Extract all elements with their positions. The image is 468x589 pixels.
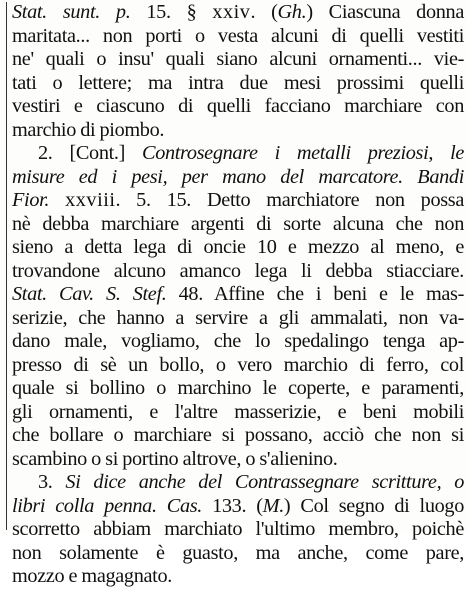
text-segment: trovandone alcuno amanco lega li debba stiacciare. bbox=[12, 259, 464, 282]
italic-text-segment: M. bbox=[262, 494, 284, 517]
text-segment: tati o lettere; ma intra due mesi prossimi quelli bbox=[12, 71, 464, 94]
text-line bbox=[12, 471, 464, 495]
text-segment: quale si bollino o marchino le coperte, e paramenti, bbox=[12, 377, 464, 399]
text-line bbox=[12, 401, 464, 425]
text-line bbox=[12, 283, 464, 307]
text-line bbox=[12, 307, 464, 331]
text-line bbox=[12, 48, 464, 72]
text-segment: ) Ciascuna donna bbox=[306, 1, 464, 23]
text-segment: vestiri e ciascuno di quelli facciano marchiare con bbox=[12, 95, 464, 117]
italic-text-segment: Stat. sunt. p. bbox=[12, 1, 131, 23]
text-line bbox=[12, 565, 464, 589]
text-segment: maritata... non porti o vesta alcuni di quelli vestiti bbox=[12, 24, 464, 47]
italic-text-segment: Fior. bbox=[12, 189, 50, 211]
text-line bbox=[12, 495, 464, 519]
text-segment: sieno a detta lega di oncie 10 e mezzo al meno, e bbox=[12, 236, 464, 258]
italic-text-segment: Si dice anche del Contrassegnare scritture, o bbox=[65, 471, 464, 493]
text-line bbox=[12, 330, 464, 354]
text-segment: 133. ( bbox=[202, 494, 263, 517]
text-segment: . ( bbox=[250, 1, 278, 23]
text-segment: , bbox=[428, 142, 451, 164]
text-segment: mozzo e magagnato. bbox=[12, 565, 172, 587]
text-segment: dano male, vogliamo, che lo spedalingo tenga ap- bbox=[12, 330, 464, 352]
text-segment: ne' quali o insu' quali siano alcuni ornamenti... vie- bbox=[12, 48, 464, 70]
text-segment: scambino o si portino altrove, o s'alienino. bbox=[12, 447, 338, 470]
text-segment: 15. § bbox=[130, 1, 213, 23]
text-segment: 3. bbox=[38, 471, 66, 493]
text-segment: 2. [Cont.] bbox=[38, 142, 143, 164]
text-segment: . 5. 15. Detto marchiatore non possa bbox=[115, 189, 464, 211]
text-segment: che bollare o marchiare si possano, acciò che non si bbox=[12, 424, 464, 446]
text-line bbox=[12, 142, 464, 166]
text-line bbox=[12, 213, 464, 237]
text-segment: scorretto abbiam marchiato l'ultimo membro, poichè bbox=[12, 518, 464, 540]
text-line bbox=[12, 448, 464, 472]
italic-text-segment: Gh. bbox=[277, 1, 307, 23]
dictionary-entry-text bbox=[12, 1, 464, 589]
text-line bbox=[12, 166, 464, 190]
text-segment: presso di sè un bollo, o vero marchio di ferro, col bbox=[12, 353, 464, 376]
italic-text-segment: Controsegnare i metalli preziosi bbox=[142, 142, 429, 164]
text-segment: xxviii bbox=[65, 189, 116, 211]
italic-text-segment: le bbox=[450, 142, 464, 164]
text-line bbox=[12, 1, 464, 25]
italic-text-segment: Stat. Cav. S. Stef. bbox=[12, 283, 167, 305]
text-line bbox=[12, 25, 464, 49]
italic-text-segment: misure ed i pesi, per mano del marcatore. Bandi bbox=[12, 165, 464, 188]
text-segment: serizie, che hanno a servire a gli ammalati, non va- bbox=[12, 306, 464, 329]
text-segment: non solamente è guasto, ma anche, come pare, bbox=[12, 541, 464, 564]
italic-text-segment: libri colla penna. Cas. bbox=[12, 494, 202, 517]
text-segment: nè debba marchiare argenti di sorte alcuna che non bbox=[12, 212, 464, 235]
text-segment: ) Col segno di luogo bbox=[283, 494, 464, 517]
text-line bbox=[12, 95, 464, 119]
text-line bbox=[12, 377, 464, 401]
text-line bbox=[12, 260, 464, 284]
text-line bbox=[12, 542, 464, 566]
text-segment: xxiv bbox=[212, 1, 251, 23]
text-segment: gli ornamenti, e l'altre masserizie, e beni mobili bbox=[12, 400, 464, 423]
text-line bbox=[12, 236, 464, 260]
text-line bbox=[12, 354, 464, 378]
margin-rule bbox=[6, 2, 7, 530]
text-segment bbox=[49, 189, 65, 211]
text-line bbox=[12, 72, 464, 96]
text-line bbox=[12, 119, 464, 143]
text-line bbox=[12, 518, 464, 542]
text-segment: 48. Affine che i beni e le mas- bbox=[166, 283, 464, 305]
text-line bbox=[12, 189, 464, 213]
text-segment: marchio di piombo. bbox=[12, 118, 165, 141]
text-line bbox=[12, 424, 464, 448]
